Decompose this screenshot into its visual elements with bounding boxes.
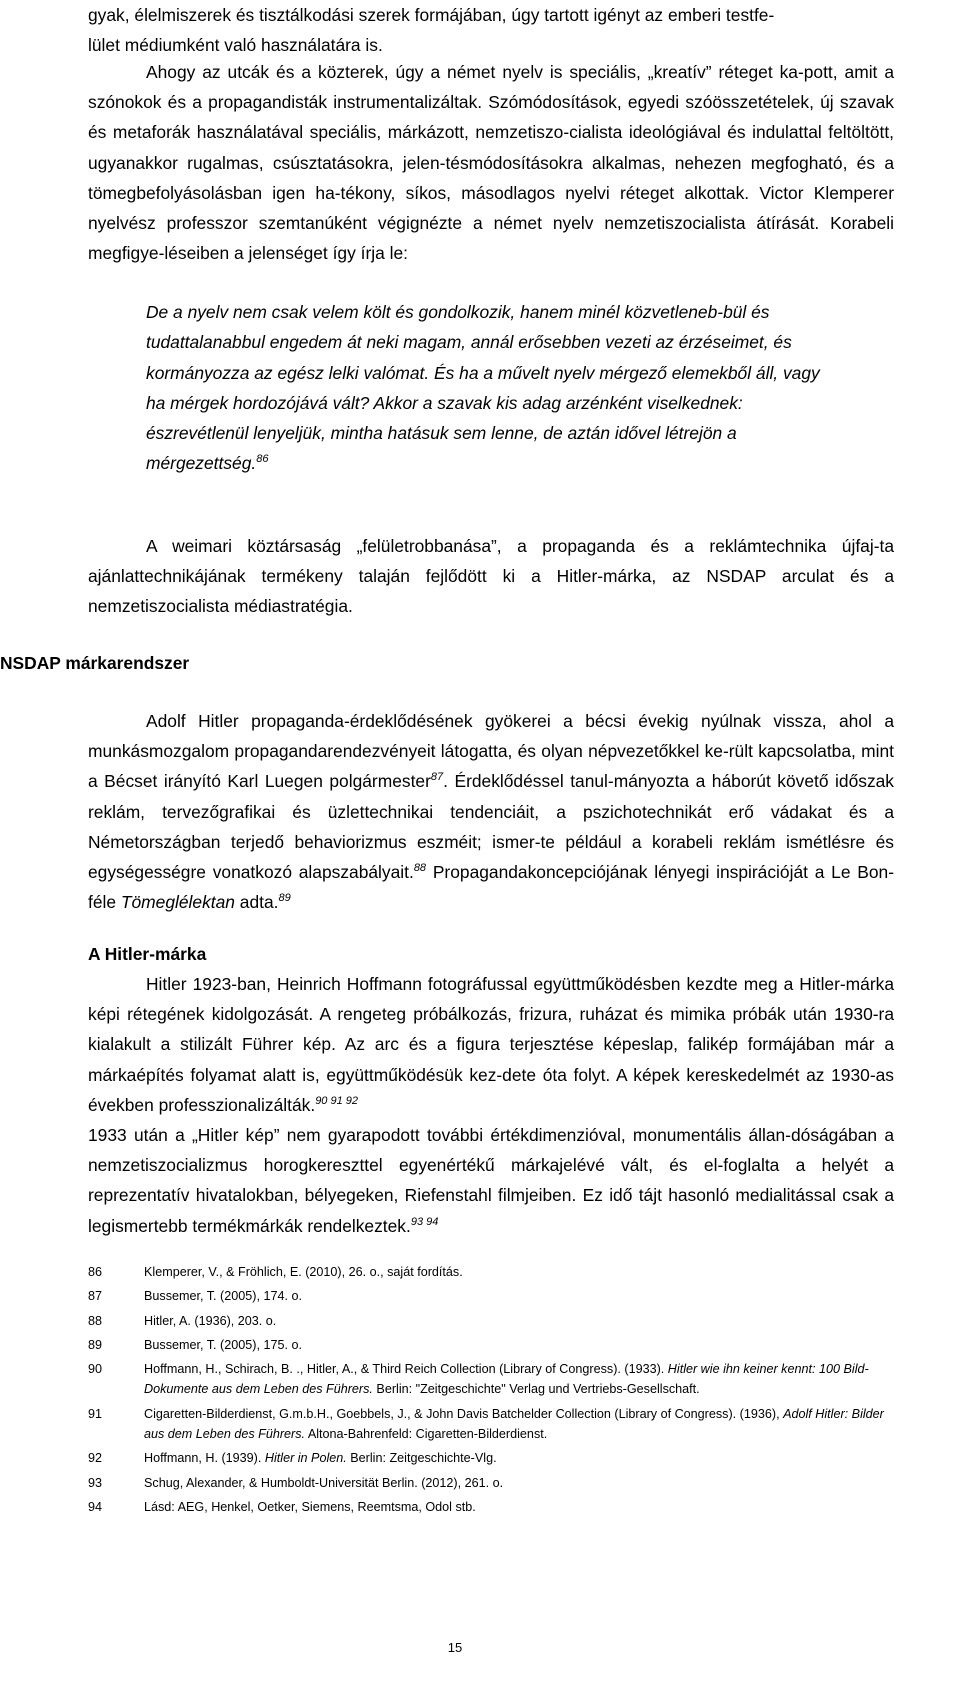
intro-line-2: lület médiumként való használatára is. [88,35,383,56]
footnote-87: 87 Bussemer, T. (2005), 174. o. [88,1289,302,1304]
quote-italic-text: De a nyelv nem csak velem költ és gondolkozik, hanem minél közvetleneb-bül és tudattalanabbul engedem át neki magam, annál erősebben vezeti az érzéseimet, és kormányozza az egész lelki valómat. És ha a művelt nyelv mérgező elemekből áll, vagy ha mérgek hordozójává vált? [146,302,820,413]
footnotes-list [88,1262,894,1517]
quote-continuation: Akkor a szavak kis adag arzénként viselkednek: észrevétlenül lenyeljük, mintha hatásuk sem lenne, de aztán idővel létrejön a mérgezettség. [146,392,743,474]
weimar-text: A weimari köztársaság „felületrobbanása”, a propaganda és a reklámtechnika újfaj-ta ajánlattechnikájának termékeny talaján fejlődött ki a Hitler-márka, az NSDAP arculat és a nemzetiszocialista médiastratégia. [88,536,894,617]
footnote-ref-88: 88 [413,862,427,875]
paragraph-intro-continuation [88,0,894,60]
footnote-ref-86: 86 [256,453,269,466]
hitler-origin-text: Adolf Hitler propaganda-érdeklődésének gyökerei a bécsi évekig nyúlnak vissza, ahol a munkásmozgalom propagandarendezvényeit látogatta, és olyan népvezetőkkel ke-rült kapcsolatba, mint a Bécset irányító Karl Luegen polgármester$^{87}$. Érdeklődéssel tanul-mányozta a háborút követő időszak reklám, tervezőgrafikai és üzlettechnikai tendenciáit, a pszichotechnikát erő vádakat és a Németországban terjedő behaviorizmus eszméit; ismer-te például a korabeli reklám ismétlésre és egységességre vonatkozó alapszabályait.$^{88}$ Propagandakoncepciójának lényegi inspirációját a Le Bon-féle Tömeglélektan adta.$^{89}$ [88,711,895,913]
footnote-ref-90-92: 90 91 92 [315,1094,359,1107]
footnote-86: 86 Klemperer, V., & Fröhlich, E. (2010), 26. o., saját fordítás. [88,1265,463,1279]
language-text: Ahogy az utcák és a közterek, úgy a német nyelv is speciális, „kreatív” réteget ka-pott, amit a szónokok és a propagandisták instrumentalizáltak. Szómódosítások, egyedi szóösszetételek, új szavak és metaforák használatával speciális, márkázott, nemzetiszo-cialista ideológiával és indulattal feltöltött, ugyanakkor rugalmas, csúsztatásokra, jelen-tésmódosításokra alkalmas, nehezen megfogható, és a tömegbefolyásolásban igen ha-tékony, síkos, másodlagos nyelvi réteget alkottak. Victor Klemperer nyelvész professzor szemtanúként végignézte a német nyelv nemzetiszocialista átírását. Korabeli megfigye-léseiben a jelenséget így írja le: [88,62,894,264]
paragraph-language [88,57,894,268]
paragraph-1933: 1933 után a „Hitler kép” nem gyarapodott további értékdimenzióval, monumentális állan-dóságában a nemzetiszocializmus horogkereszttel egyenértékű márkajelévé vált, és el-foglalta a helyét a reprezentatív hivatalokban, bélyegeken, Riefenstahl filmjeiben. Ez idő tájt hasonló medialitással csak a legismertebb termékmárkák rendelkeztek.$^{93 94}$ [88,1125,894,1236]
footnote-92: 92 Hoffmann, H. (1939). Hitler in Polen. Berlin: Zeitgeschichte-Vlg. [88,1451,497,1466]
footnote-ref-89: 89 [278,892,291,905]
intro-line-1: gyak, élelmiszerek és tisztálkodási szerek formájában, úgy tartott igényt az emberi testfe- [88,5,775,25]
heading-nsdap-brand-system: NSDAP márkarendszer [0,653,190,673]
page-number: 15 [447,1640,463,1655]
footnote-ref-87: 87 [430,771,444,784]
footnote-94: 94 Lásd: AEG, Henkel, Oetker, Siemens, Reemtsma, Odol stb. [88,1499,476,1514]
footnote-90: 90 Hoffmann, H., Schirach, B. ., Hitler, A., & Third Reich Collection (Library of Congress). (1933). Hitler wie ihn keiner kennt: 100 Bild-Dokumente aus dem Leben des Führers. Berlin: "Zeitgeschichte" Verlag und Vertriebs-Gesellschaft. [88,1362,869,1397]
hoffmann-text: Hitler 1923-ban, Heinrich Hoffmann fotográfussal együttműködésben kezdte meg a Hitler-márka képi rétegének kidolgozását. A rengeteg próbálkozás, frizura, ruházat és mimika próbák után 1930-ra kialakult a stilizált Führer kép. Az arc és a figura terjesztése képeslap, falikép formájában már a márkaépítés folyamat alatt is, együttműködésük kez-dete óta folyt. A képek kereskedelmét az 1930-as években professzionalizálták.$^{90 91 92}$ [88,974,894,1115]
paragraph-hitler-origin [88,706,894,917]
footnote-ref-93-94: 93 94 [410,1215,439,1228]
footnote-91: 91 Cigaretten-Bilderdienst, G.m.b.H., Goebbels, J., & John Davis Batchelder Collection (Library of Congress). (1936), Adolf Hitler: Bilder aus dem Leben des Führers. Altona-Bahrenfeld: Cigaretten-Bilderdienst. [88,1406,884,1442]
book-title-tomeglelektan: Tömeglélektan [120,892,235,913]
klemperer-quote [146,297,828,479]
footnote-88: 88 Hitler, A. (1936), 203. o. [88,1313,277,1328]
footnote-89: 89 Bussemer, T. (2005), 175. o. [88,1337,302,1352]
footnote-93: 93 Schug, Alexander, & Humboldt-Universität Berlin. (2012), 261. o. [88,1475,504,1490]
paragraph-hoffmann [88,969,894,1241]
paragraph-weimar [88,531,894,622]
heading-hitler-brand: A Hitler-márka [88,944,207,964]
